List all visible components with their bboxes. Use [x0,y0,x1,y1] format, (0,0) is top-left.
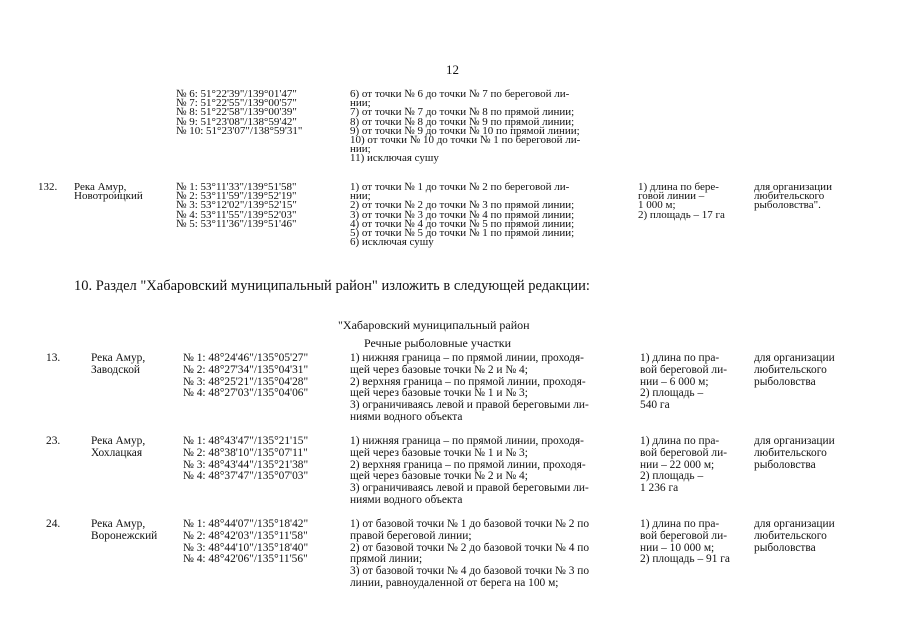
site-name-line: Река Амур, [91,352,146,364]
purpose-line: для организации [754,518,835,530]
row-23-purpose [754,436,835,471]
border-line: 6) исключая сушу [350,236,434,249]
site-name-line: Воронежский [91,529,158,542]
row-13-borders [350,353,589,424]
border-line: линии, равноудаленной от берега на 100 м; [350,576,559,589]
size-line: 1 000 м; [638,199,676,212]
coord-line: № 2: 48°38'10"/135°07'11" [183,446,308,459]
size-line: 1 236 га [640,482,679,495]
border-line: 5) от точки № 5 до точки № 1 по прямой линии; [350,227,575,240]
district-subheading: "Хабаровский муниципальный район [338,318,530,332]
sites-subheading: Речные рыболовные участки [364,336,512,350]
border-line: 6) от точки № 6 до точки № 7 по береговой ли- [350,88,570,100]
border-line: 2) верхняя граница – по прямой линии, проходя- [350,458,586,471]
coord-line: № 3: 48°43'44"/135°21'38" [183,458,309,471]
size-line: нии – 22 000 м; [640,458,715,471]
coord-line: № 2: 53°11'59"/139°52'19" [176,190,297,203]
border-line: 3) от базовой точки № 4 до базовой точки № 3 по [350,565,590,578]
site-name-line: Хохлацкая [91,446,143,459]
purpose-line: рыболовства". [754,199,821,212]
row-24-points [183,519,308,566]
border-line: нии; [350,190,371,203]
border-line: 8) от точки № 8 до точки № 9 по прямой линии; [350,115,575,128]
row-132-points [176,183,297,229]
coord-line: № 2: 48°27'34"/135°04'31" [183,363,309,376]
border-line: щей через базовые точки № 2 и № 4; [350,470,528,483]
border-line: 11) исключая сушу [350,152,439,165]
row-132-size [638,183,725,220]
purpose-line: рыболовства [754,375,816,388]
site-name-line: Новотроицкий [74,190,143,203]
row-132-name [74,183,143,201]
purpose-line: любительского [754,446,827,459]
site-name-line: Река Амур, [91,435,146,447]
size-line: 2) площадь – 91 га [640,553,730,566]
section-heading: 10. Раздел "Хабаровский муниципальный район" изложить в следующей редакции: [74,278,590,294]
row-24-purpose [754,519,835,554]
coord-line: № 1: 53°11'33"/139°51'58" [176,181,297,193]
size-line: 1) длина по пра- [640,435,720,447]
row-13-size [640,353,727,412]
border-line: 4) от точки № 4 до точки № 5 по прямой линии; [350,217,575,230]
row-24-size [640,519,730,566]
row-24-name [91,519,157,543]
coord-line: № 7: 51°22'55"/139°00'57" [176,97,297,110]
coord-line: № 3: 53°12'02"/139°52'15" [176,199,297,212]
coord-line: № 2: 48°42'03"/135°11'58" [183,529,308,542]
row-13-name [91,353,145,377]
border-line: щей через базовые точки № 1 и № 3; [350,446,528,459]
coord-line: № 4: 48°42'06"/135°11'56" [183,553,308,566]
border-line: щей через базовые точки № 2 и № 4; [350,363,528,376]
size-line: нии – 6 000 м; [640,375,709,388]
border-line: 1) нижняя граница – по прямой линии, проходя- [350,352,584,364]
row-132-purpose [754,183,832,211]
row-13-points [183,353,308,400]
border-line: ниями водного объекта [350,493,463,506]
row-132-borders [350,183,574,247]
continued-points [176,90,302,136]
purpose-line: для организации [754,435,835,447]
row-132-number: 132. [38,181,58,193]
size-line: 2) площадь – 17 га [638,208,725,221]
row-13-purpose [754,353,835,388]
coord-line: № 6: 51°22'39"/139°01'47" [176,88,297,100]
border-line: правой береговой линии; [350,529,472,542]
coord-line: № 4: 53°11'55"/139°52'03" [176,208,297,221]
purpose-line: любительского [754,363,827,376]
border-line: 3) от точки № 3 до точки № 4 по прямой линии; [350,208,575,221]
row-23-size [640,436,727,495]
border-line: 2) от точки № 2 до точки № 3 по прямой линии; [350,199,575,212]
row-24-number: 24. [46,518,61,530]
size-line: вой береговой ли- [640,529,727,542]
size-line: 2) площадь – [640,387,704,400]
border-line: 2) от базовой точки № 2 до базовой точки № 4 по [350,541,590,554]
border-line: 2) верхняя граница – по прямой линии, проходя- [350,375,586,388]
size-line: 2) площадь – [640,470,704,483]
row-23-name [91,436,145,460]
coord-line: № 1: 48°43'47"/135°21'15" [183,435,309,447]
border-line: ниями водного объекта [350,410,463,423]
coord-line: № 9: 51°23'08"/138°59'42" [176,115,297,128]
site-name-line: Река Амур, [74,181,127,193]
border-line: 1) от базовой точки № 1 до базовой точки № 2 по [350,518,590,530]
site-name-line: Река Амур, [91,518,146,530]
size-line: нии – 10 000 м; [640,541,715,554]
row-24-borders [350,519,589,590]
size-line: вой береговой ли- [640,363,727,376]
row-13-number: 13. [46,352,61,364]
purpose-line: любительского [754,190,825,203]
site-name-line: Заводской [91,363,141,376]
purpose-line: для организации [754,352,835,364]
purpose-line: рыболовства [754,458,816,471]
border-line: 1) от точки № 1 до точки № 2 по береговой ли- [350,181,570,193]
coord-line: № 8: 51°22'58"/139°00'39" [176,106,297,119]
border-line: 9) от точки № 9 до точки № 10 по прямой линии; [350,124,580,137]
coord-line: № 1: 48°24'46"/135°05'27" [183,352,309,364]
border-line: прямой линии; [350,553,423,566]
border-line: 3) ограничиваясь левой и правой береговыми ли- [350,482,589,495]
coord-line: № 3: 48°25'21"/135°04'28" [183,375,309,388]
coord-line: № 5: 53°11'36"/139°51'46" [176,217,297,230]
border-line: 10) от точки № 10 до точки № 1 по береговой ли- [350,134,581,147]
coord-line: № 3: 48°44'10"/135°18'40" [183,541,309,554]
row-23-points [183,436,308,483]
border-line: 1) нижняя граница – по прямой линии, проходя- [350,435,584,447]
coord-line: № 4: 48°37'47"/135°07'03" [183,470,309,483]
coord-line: № 1: 48°44'07"/135°18'42" [183,518,309,530]
page-number: 12 [446,62,459,77]
border-line: нии; [350,97,371,110]
purpose-line: для организации [754,181,832,193]
purpose-line: любительского [754,529,827,542]
coord-line: № 10: 51°23'07"/138°59'31" [176,124,303,137]
size-line: говой линии – [638,190,705,203]
size-line: 1) длина по бере- [638,181,719,193]
size-line: 1) длина по пра- [640,352,720,364]
continued-borders [350,90,580,164]
row-23-number: 23. [46,435,61,447]
size-line: 540 га [640,399,670,412]
row-23-borders [350,436,589,507]
purpose-line: рыболовства [754,541,816,554]
size-line: 1) длина по пра- [640,518,720,530]
size-line: вой береговой ли- [640,446,727,459]
border-line: 3) ограничиваясь левой и правой береговыми ли- [350,399,589,412]
border-line: щей через базовые точки № 1 и № 3; [350,387,528,400]
border-line: 7) от точки № 7 до точки № 8 по прямой линии; [350,106,575,119]
coord-line: № 4: 48°27'03"/135°04'06" [183,387,309,400]
border-line: нии; [350,143,371,156]
